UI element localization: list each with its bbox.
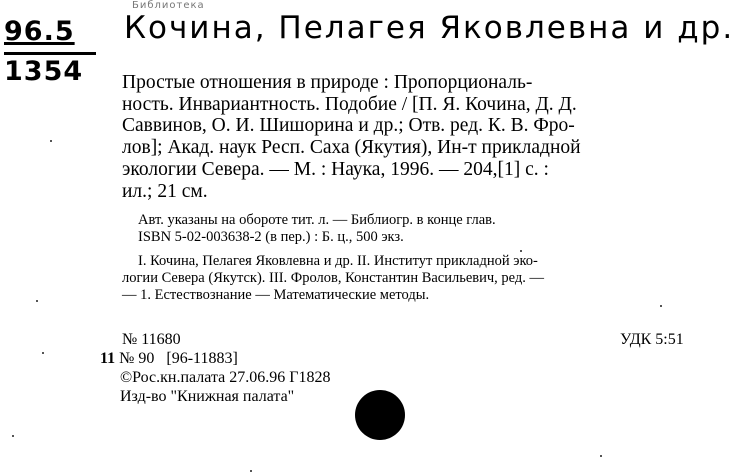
description-line: экологии Севера. — М. : Наука, 1996. — 204,[1] с. :: [122, 158, 549, 180]
note-line: ISBN 5-02-003638-2 (в пер.) : Б. ц., 500 экз.: [138, 228, 404, 245]
publisher-line: Изд-во "Книжная палата": [120, 388, 295, 405]
udk-code: УДК 5:51: [620, 331, 684, 348]
description-line: ность. Инвариантность. Подобие / [П. Я. Кочина, Д. Д.: [122, 93, 577, 115]
library-stamp: Библиотека: [132, 0, 205, 11]
registration-code: [96-11883]: [166, 350, 238, 367]
tracing-line: — 1. Естествознание — Математические методы.: [122, 286, 430, 303]
scan-speck: [660, 305, 662, 307]
scan-speck: [250, 470, 252, 472]
notes-block: [138, 212, 496, 246]
description-line: ил.; 21 см.: [122, 180, 208, 202]
registration-line: [100, 349, 331, 368]
copyright-line: ©Рос.кн.палата 27.06.96 Г1828: [120, 369, 331, 386]
description-line: лов]; Акад. наук Респ. Саха (Якутия), Ин-т прикладной: [122, 137, 581, 159]
scan-speck: [520, 250, 522, 252]
tracing-line: логии Севера (Якутск). III. Фролов, Константин Васильевич, ред. —: [122, 269, 545, 286]
note-line: Авт. указаны на обороте тит. л. — Библиогр. в конце глав.: [138, 212, 496, 228]
card-punch-hole: [355, 390, 405, 440]
bibliographic-description: [122, 72, 712, 202]
tracing-line: I. Кочина, Пелагея Яковлевна и др. II. Институт прикладной эко-: [138, 253, 538, 269]
registration-prefix: 11: [100, 350, 116, 367]
shelfmark-author-mark: 1354: [4, 56, 84, 87]
shelfmark-class-number: 96.5: [4, 16, 75, 47]
scan-speck: [42, 352, 44, 354]
shelfmark-divider: [4, 52, 96, 55]
scan-speck: [36, 300, 38, 302]
description-line: Саввинов, О. И. Шишорина и др.; Отв. ред. К. В. Фро-: [122, 115, 575, 137]
registration-number: № 90: [119, 350, 155, 367]
author-heading: Кочина, Пелагея Яковлевна и др.: [124, 10, 735, 46]
scan-speck: [12, 435, 14, 437]
card-number: № 11680: [122, 331, 181, 348]
description-line: Простые отношения в природе : Пропорциональ-: [122, 72, 533, 93]
scan-speck: [50, 140, 52, 142]
registration-block: [100, 349, 331, 406]
scan-speck: [600, 455, 602, 457]
tracings-block: [122, 253, 544, 303]
